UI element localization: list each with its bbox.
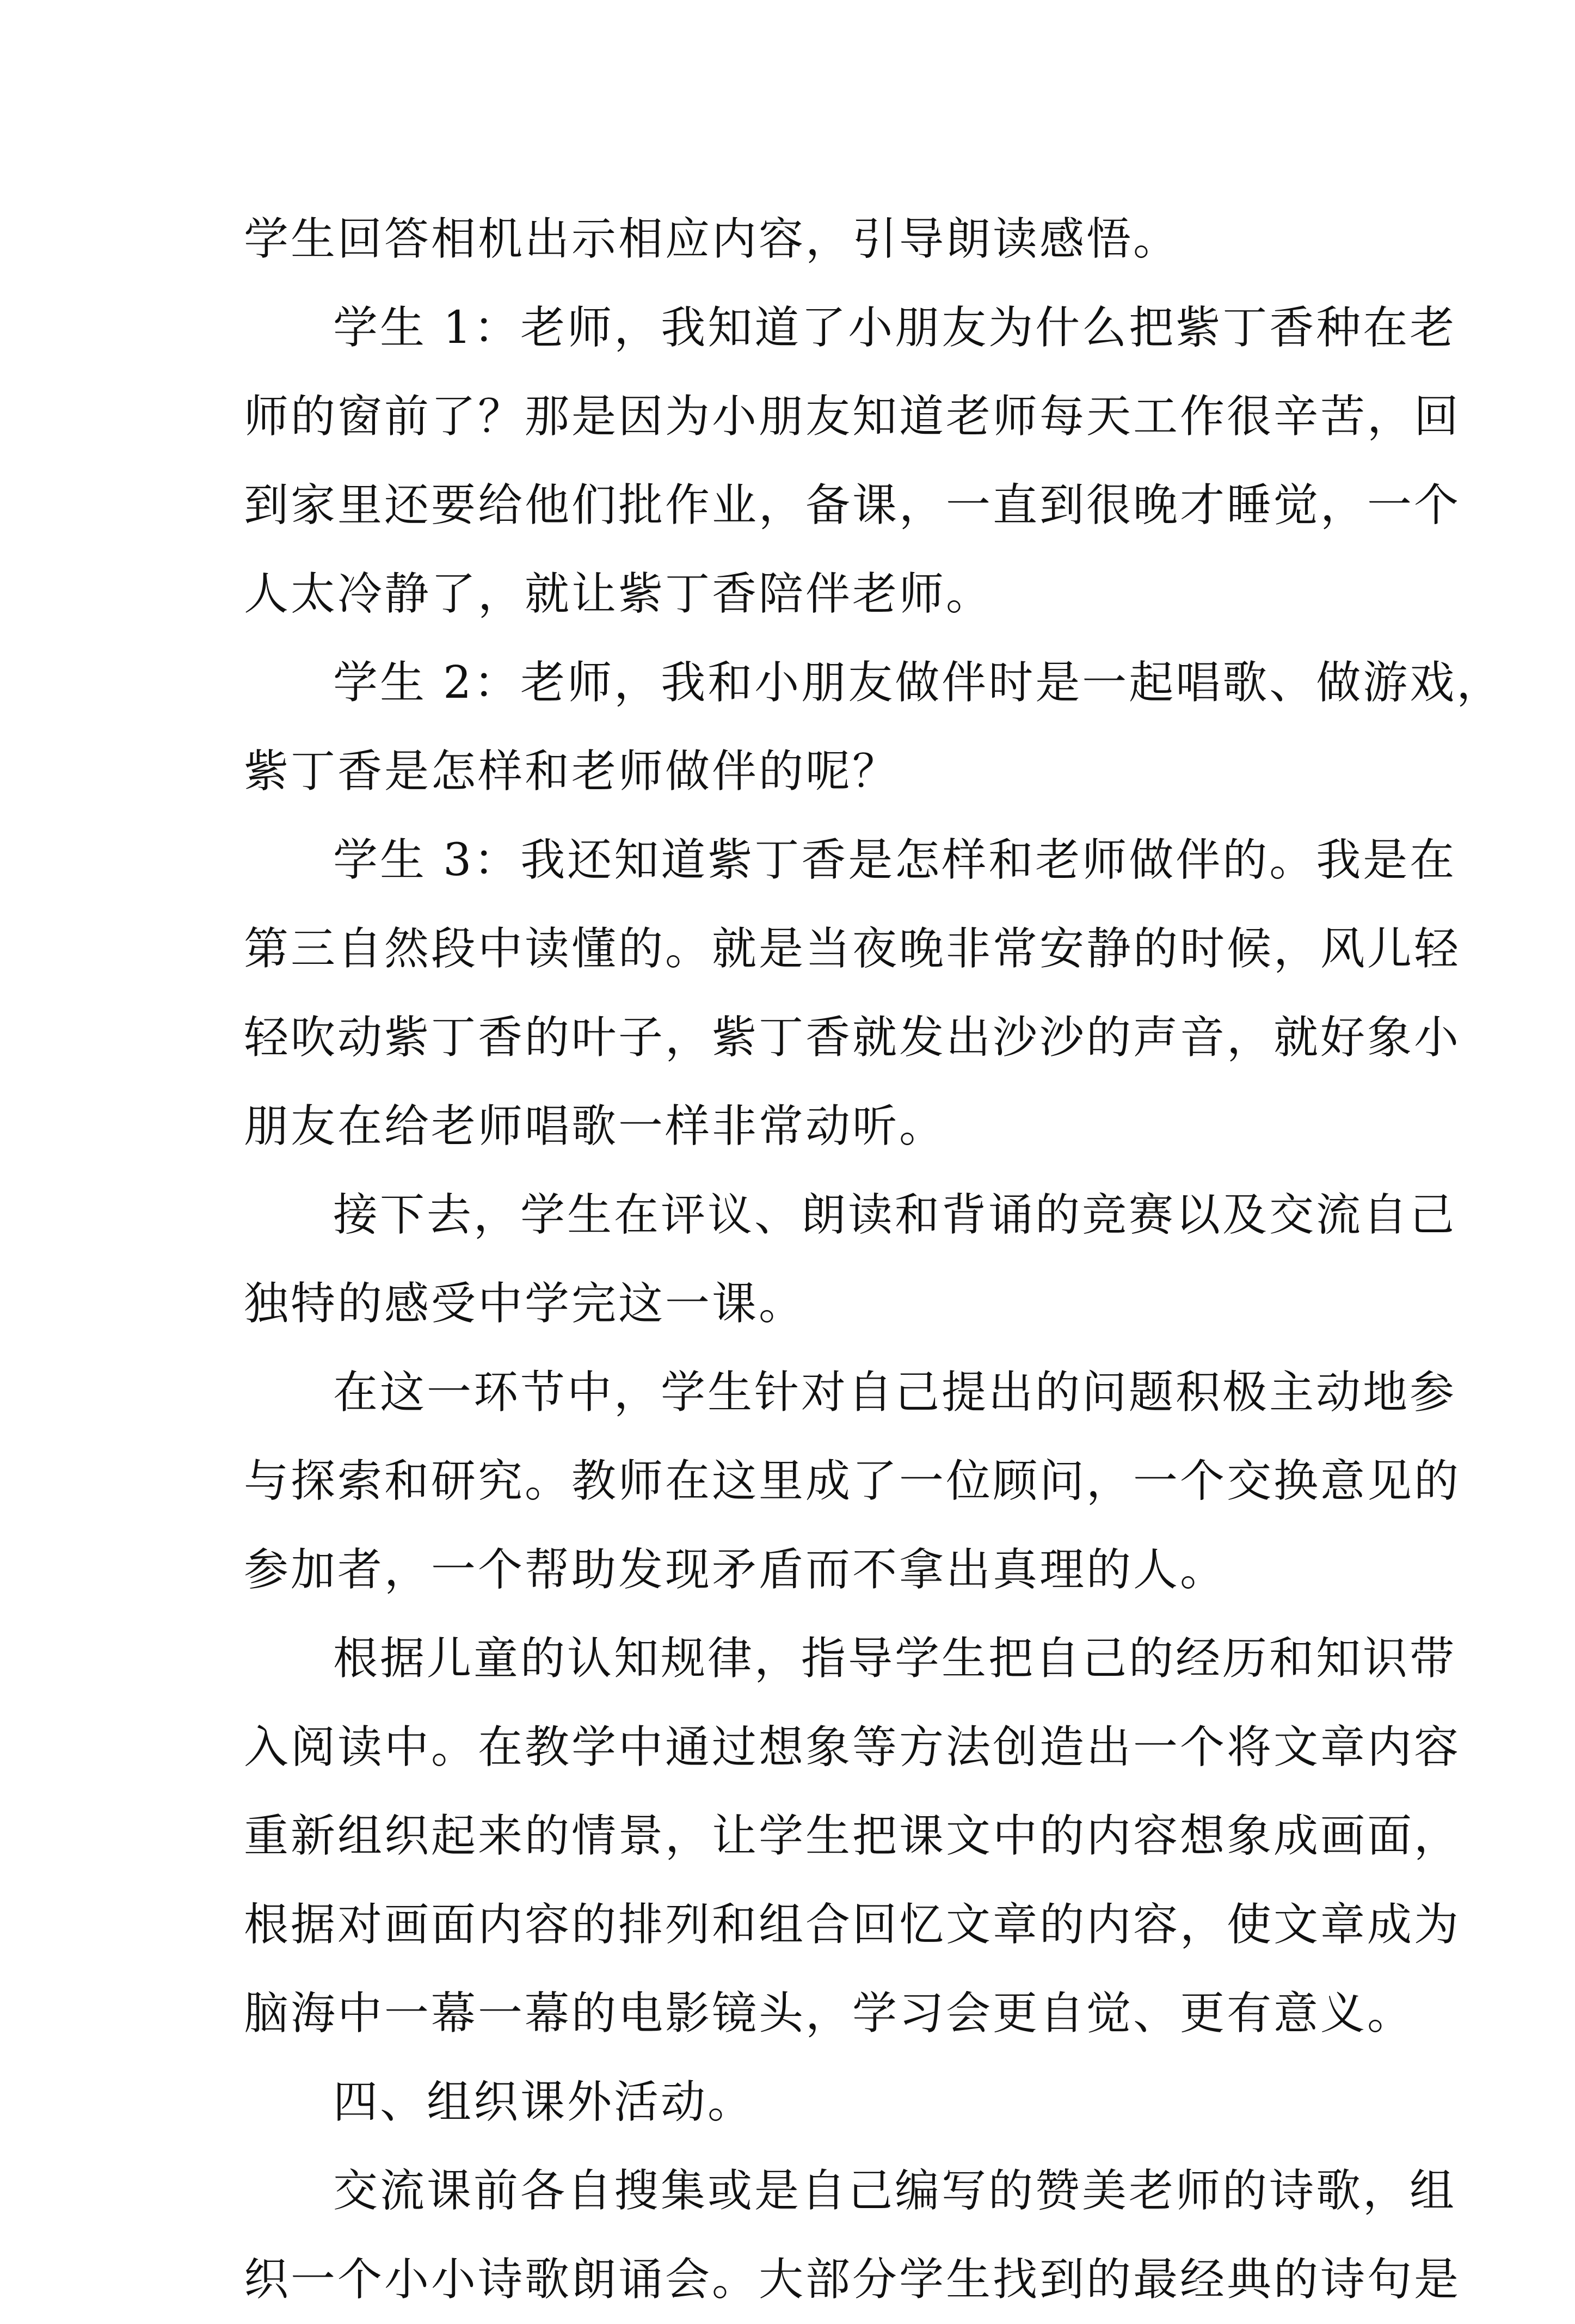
text-line: 轻吹动紫丁香的叶子，紫丁香就发出沙沙的声音，就好象小 bbox=[244, 1012, 1461, 1063]
paragraph-first-line: 学生 1：老师，我知道了小朋友为什么把紫丁香种在老 bbox=[333, 302, 1457, 354]
text-line: 第三自然段中读懂的。就是当夜晚非常安静的时候，风儿轻 bbox=[244, 923, 1461, 975]
text-line: 参加者，一个帮助发现矛盾而不拿出真理的人。 bbox=[244, 1544, 1227, 1596]
paragraph-first-line: 交流课前各自搜集或是自己编写的赞美老师的诗歌，组 bbox=[333, 2165, 1457, 2217]
text-line: 根据对画面内容的排列和组合回忆文章的内容，使文章成为 bbox=[244, 1899, 1461, 1951]
text-line: 与探索和研究。教师在这里成了一位顾问，一个交换意见的 bbox=[244, 1455, 1461, 1507]
paragraph-first-line: 在这一环节中，学生针对自己提出的问题积极主动地参 bbox=[333, 1367, 1457, 1418]
text-line: 到家里还要给他们批作业，备课，一直到很晚才睡觉，一个 bbox=[244, 479, 1461, 531]
paragraph-first-line: 根据儿童的认知规律，指导学生把自己的经历和知识带 bbox=[333, 1633, 1457, 1684]
text-line: 朋友在给老师唱歌一样非常动听。 bbox=[244, 1100, 946, 1152]
text-line: 织一个小小诗歌朗诵会。大部分学生找到的最经典的诗句是 bbox=[244, 2254, 1461, 2305]
paragraph-first-line: 学生 2：老师，我和小朋友做伴时是一起唱歌、做游戏， bbox=[333, 657, 1504, 709]
text-line: 重新组织起来的情景，让学生把课文中的内容想象成画面， bbox=[244, 1810, 1461, 1862]
text-line: 脑海中一幕一幕的电影镜头，学习会更自觉、更有意义。 bbox=[244, 1988, 1414, 2039]
paragraph-first-line: 学生 3：我还知道紫丁香是怎样和老师做伴的。我是在 bbox=[333, 834, 1457, 886]
text-line: 人太冷静了，就让紫丁香陪伴老师。 bbox=[244, 568, 993, 620]
text-line: 师的窗前了？那是因为小朋友知道老师每天工作很辛苦，回 bbox=[244, 391, 1461, 442]
text-line: 紫丁香是怎样和老师做伴的呢？ bbox=[244, 746, 900, 797]
text-line: 入阅读中。在教学中通过想象等方法创造出一个将文章内容 bbox=[244, 1722, 1461, 1773]
document-body bbox=[244, 195, 1504, 2324]
text-line: 独特的感受中学完这一课。 bbox=[244, 1278, 806, 1330]
text-line: 学生回答相机出示相应内容，引导朗读感悟。 bbox=[244, 213, 1180, 265]
paragraph-first-line: 接下去，学生在评议、朗读和背诵的竞赛以及交流自己 bbox=[333, 1189, 1457, 1241]
section-heading: 四、组织课外活动。 bbox=[333, 2076, 755, 2128]
